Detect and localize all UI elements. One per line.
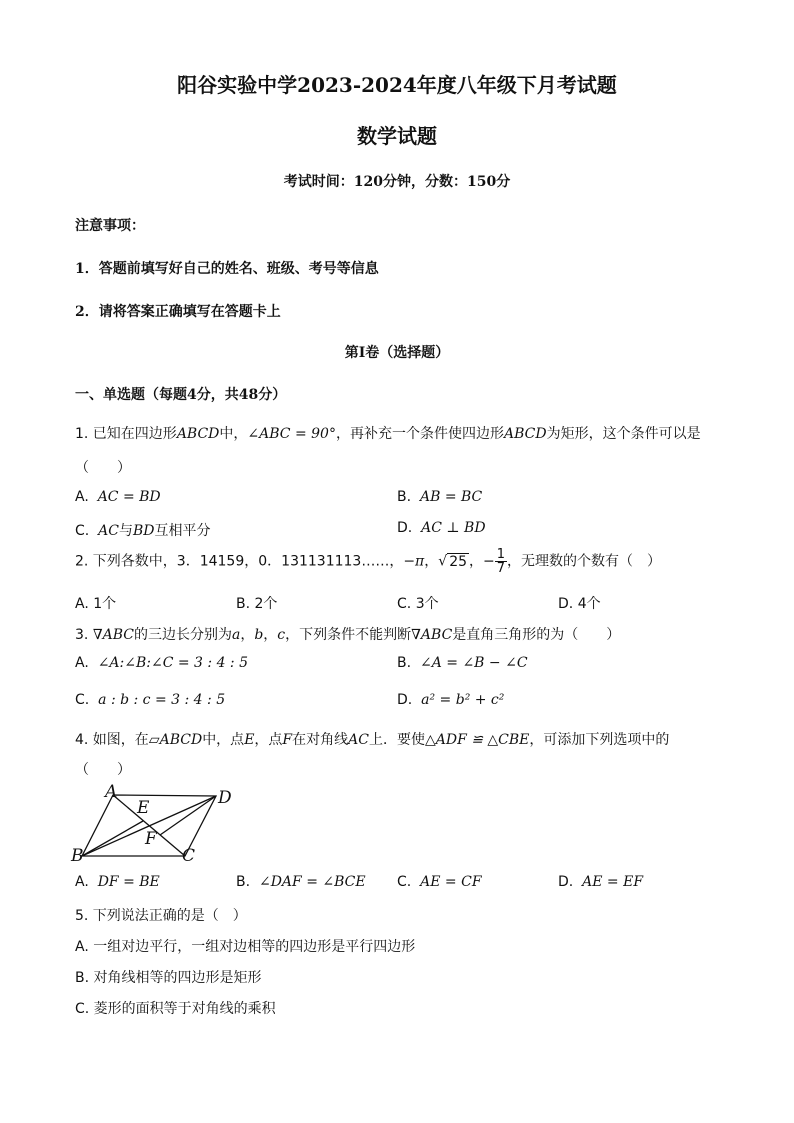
exam-title: 阳谷实验中学2023-2024年度八年级下月考试题: [177, 73, 617, 97]
q5-option-c[interactable]: C. 菱形的面积等于对角线的乘积: [75, 1001, 276, 1017]
label-a: A: [105, 782, 118, 802]
question-3-stem: 3. ∇ABC的三边长分别为a，b，c，下列条件不能判断∇ABC是直角三角形的为（ ）: [75, 627, 621, 643]
question-5-stem: 5. 下列说法正确的是（ ）: [75, 908, 247, 924]
question-1-paren: （ ）: [75, 460, 131, 476]
q2-option-a[interactable]: A. 1个: [75, 596, 117, 612]
q3-option-a[interactable]: A. ∠A:∠B:∠C = 3 : 4 : 5: [75, 655, 249, 671]
sqrt-25: 25: [449, 553, 468, 570]
label-b: B: [71, 846, 84, 865]
q3-option-d[interactable]: D. a² = b² + c²: [397, 692, 505, 708]
exam-time-score: 考试时间：120分钟，分数：150分: [283, 174, 511, 190]
q4-option-a[interactable]: A. DF = BE: [75, 874, 160, 890]
q2-option-d[interactable]: D. 4个: [558, 596, 601, 612]
part-title: 一、单选题（每题4分，共48分）: [75, 387, 287, 403]
question-4-stem: 4. 如图，在▱ABCD中，点E，点F在对角线AC上．要使△ADF ≌ △CBE，可添加下列选项中的: [75, 732, 670, 748]
question-1-stem: 1. 已知在四边形ABCD中，∠ABC = 90°，再补充一个条件使四边形ABCD为矩形，这个条件可以是: [75, 426, 701, 442]
segment-df: [160, 796, 216, 835]
label-f: F: [145, 829, 157, 849]
q1-option-a[interactable]: A. AC = BD: [75, 489, 161, 505]
notice-item-1: 1．答题前填写好自己的姓名、班级、考号等信息: [75, 261, 379, 277]
volume-heading: 第I卷（选择题）: [344, 345, 450, 361]
q1-option-d[interactable]: D. AC ⊥ BD: [397, 520, 486, 536]
q5-option-a[interactable]: A. 一组对边平行，一组对边相等的四边形是平行四边形: [75, 939, 416, 955]
exam-subtitle: 数学试题: [357, 124, 437, 148]
question-4-paren: （ ）: [75, 762, 131, 778]
fraction-one-seventh: $\frac{1}{7}$: [496, 547, 506, 576]
parallelogram-figure: [68, 780, 248, 865]
q2-option-c[interactable]: C. 3个: [397, 596, 439, 612]
question-2-stem: 2. 下列各数中，3．14159，0．131131113……，−π，√ 25 ，− $\frac{1}{7}$ ，无理数的个数有（ ）: [75, 547, 662, 576]
q4-option-c[interactable]: C. AE = CF: [397, 874, 482, 890]
notice-heading: 注意事项：: [75, 218, 145, 234]
q2-option-b[interactable]: B. 2个: [236, 596, 278, 612]
q4-option-d[interactable]: D. AE = EF: [558, 874, 644, 890]
notice-item-2: 2．请将答案正确填写在答题卡上: [75, 304, 281, 320]
label-e: E: [137, 798, 150, 818]
q3-option-c[interactable]: C. a : b : c = 3 : 4 : 5: [75, 692, 226, 708]
q4-option-b[interactable]: B. ∠DAF = ∠BCE: [236, 874, 366, 890]
q3-option-b[interactable]: B. ∠A = ∠B − ∠C: [397, 655, 528, 671]
label-c: C: [182, 846, 196, 865]
q5-option-b[interactable]: B. 对角线相等的四边形是矩形: [75, 970, 262, 986]
q1-option-c[interactable]: C. AC与BD互相平分: [75, 523, 211, 539]
label-d: D: [218, 788, 232, 808]
q1-option-b[interactable]: B. AB = BC: [397, 489, 483, 505]
